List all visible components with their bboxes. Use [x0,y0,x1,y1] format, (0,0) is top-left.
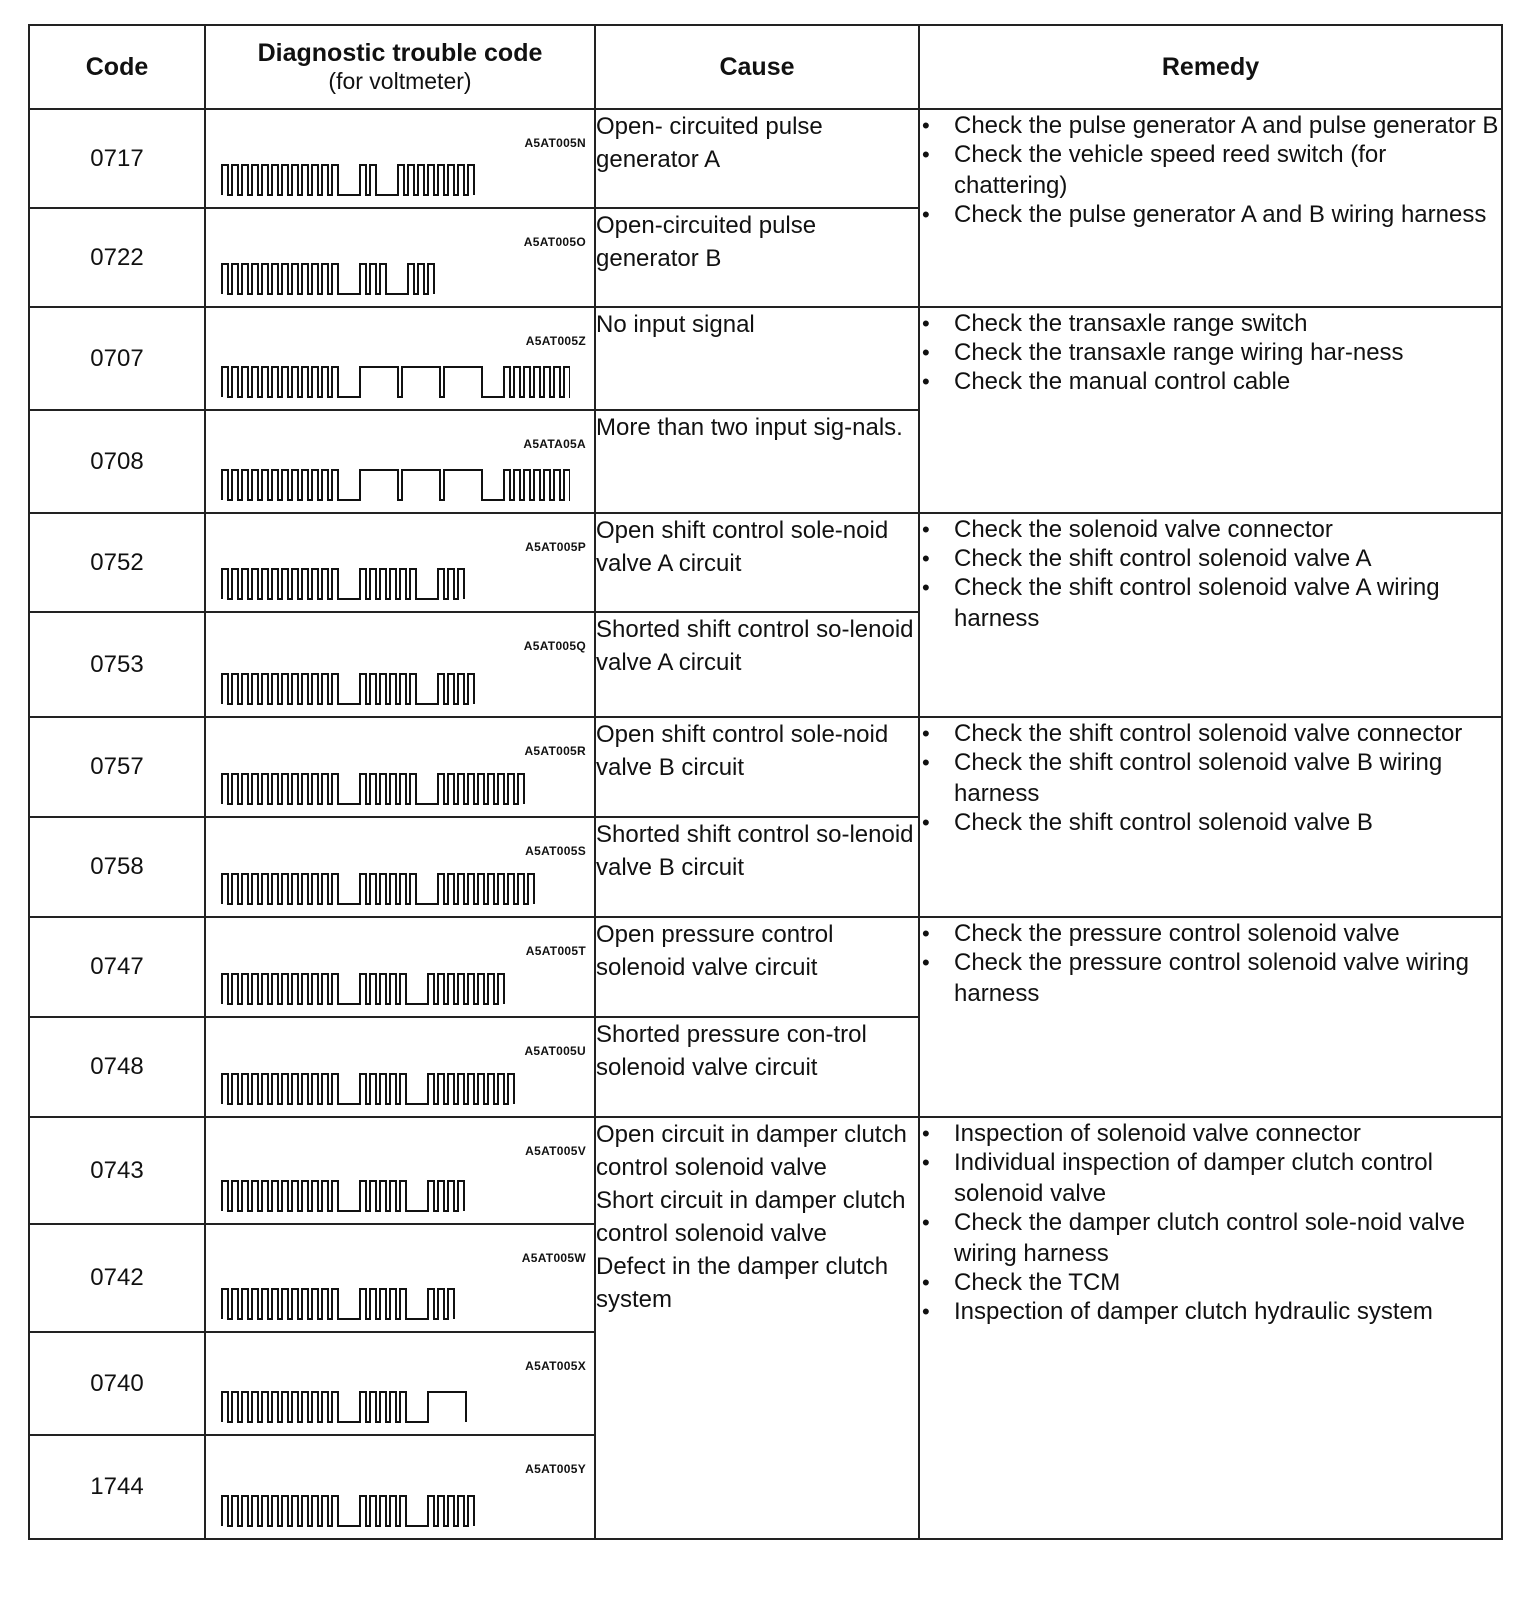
header-dtc-sub: (for voltmeter) [328,68,472,94]
waveform-cell [205,817,595,917]
code-cell: 0743 [29,1117,205,1224]
waveform-figure [220,968,570,1008]
remedy-item: • Check the manual control cable [920,366,1501,397]
cause-cell [595,109,919,208]
pulse-train [222,367,570,397]
waveform-cell [205,612,595,717]
table-row [29,513,1502,612]
cause-text: Defect in the damper clutch system [596,1253,889,1313]
table-row [29,717,1502,817]
code-cell: 0752 [29,513,205,612]
remedy-cell [919,307,1502,513]
waveform-figure [220,159,570,199]
pulse-train [222,1181,464,1211]
waveform-figure [220,768,590,808]
waveform-figure [220,1175,570,1215]
code-cell: 0707 [29,307,205,410]
waveform-figure [220,868,592,908]
header-remedy: Remedy [919,25,1502,109]
remedy-item: • Check the pulse generator A and B wiring harness [920,199,1501,230]
cause-cell [595,208,919,307]
figure-id: A5AT005V [525,1144,586,1158]
remedy-item: • Individual inspection of damper clutch control solenoid valve [920,1147,1501,1209]
remedy-item: • Check the shift control solenoid valve connector [920,718,1501,749]
cause-text: Open shift control sole-noid valve B circuit [596,721,889,781]
figure-id: A5AT005N [524,136,586,150]
remedy-item: • Check the shift control solenoid valve B wiring harness [920,747,1501,809]
remedy-item: • Inspection of damper clutch hydraulic system [920,1296,1501,1327]
figure-id: A5AT005P [525,540,586,554]
code-cell: 0717 [29,109,205,208]
remedy-item: • Check the shift control solenoid valve A wiring harness [920,572,1501,634]
code-cell: 0758 [29,817,205,917]
waveform-figure [220,464,570,504]
pulse-train [222,264,434,294]
waveform-cell [205,717,595,817]
pulse-train [222,774,524,804]
cause-text: Open pressure control solenoid valve circuit [596,921,834,981]
remedy-item: • Check the TCM [920,1267,1501,1298]
waveform-figure [220,668,570,708]
pulse-train [222,974,504,1004]
code-cell: 0742 [29,1224,205,1332]
figure-id: A5AT005R [524,744,586,758]
figure-id: A5AT005Z [525,334,586,348]
cause-cell [595,817,919,917]
remedy-item: • Check the shift control solenoid valve B [920,807,1501,838]
cause-cell [595,307,919,410]
table-row [29,917,1502,1017]
remedy-item: • Check the pressure control solenoid valve wiring harness [920,947,1501,1009]
diagnostic-trouble-code-table [28,24,1503,1540]
cause-text: Open- circuited pulse generator A [596,113,823,173]
remedy-item: • Check the vehicle speed reed switch (for chattering) [920,139,1501,201]
figure-id: A5AT005X [525,1359,586,1373]
header-row [29,25,1502,109]
remedy-item: • Check the shift control solenoid valve A [920,543,1501,574]
pulse-train [222,569,464,599]
pulse-train [222,1289,454,1319]
header-dtc [205,25,595,109]
waveform-cell [205,410,595,513]
cause-cell [595,513,919,612]
table-row [29,109,1502,208]
figure-id: A5AT005Q [523,639,586,653]
remedy-cell [919,109,1502,307]
pulse-train [222,874,534,904]
remedy-item: • Check the pressure control solenoid valve [920,918,1501,949]
waveform-figure [220,1068,582,1108]
remedy-cell [919,513,1502,717]
remedy-cell [919,1117,1502,1539]
waveform-cell [205,208,595,307]
waveform-figure [220,361,570,401]
figure-id: A5AT005Y [525,1462,586,1476]
remedy-item: • Check the damper clutch control sole-noid valve wiring harness [920,1207,1501,1269]
code-cell: 0708 [29,410,205,513]
figure-id: A5AT005O [523,235,586,249]
waveform-cell [205,513,595,612]
code-cell: 0747 [29,917,205,1017]
cause-cell [595,612,919,717]
figure-id: A5AT005S [525,844,586,858]
waveform-cell [205,917,595,1017]
cause-cell [595,1117,919,1539]
cause-cell [595,717,919,817]
waveform-cell [205,1117,595,1224]
cause-text: Open circuit in damper clutch control solenoid valve [596,1121,907,1181]
remedy-item: • Inspection of solenoid valve connector [920,1118,1501,1149]
table-row [29,1117,1502,1224]
remedy-item: • Check the solenoid valve connector [920,514,1501,545]
cause-text: More than two input sig-nals. [596,414,903,441]
remedy-item: • Check the pulse generator A and pulse generator B [920,110,1501,141]
remedy-item: • Check the transaxle range wiring har-ness [920,337,1501,368]
waveform-figure [220,1386,570,1426]
waveform-figure [220,1490,570,1530]
cause-text: Open-circuited pulse generator B [596,212,817,272]
pulse-train [222,1392,466,1422]
pulse-train [222,1496,474,1526]
waveform-cell [205,1017,595,1117]
pulse-train [222,470,570,500]
pulse-train [222,1074,514,1104]
waveform-cell [205,109,595,208]
cause-text: Shorted shift control so-lenoid valve A circuit [596,616,914,676]
code-cell: 0740 [29,1332,205,1435]
code-cell: 0748 [29,1017,205,1117]
cause-text: No input signal [596,311,755,338]
cause-text: Open shift control sole-noid valve A circuit [596,517,889,577]
header-code: Code [29,25,205,109]
cause-cell [595,410,919,513]
waveform-cell [205,1435,595,1539]
figure-id: A5AT005W [521,1251,586,1265]
code-cell: 0753 [29,612,205,717]
header-cause: Cause [595,25,919,109]
figure-id: A5ATA05A [523,437,586,451]
cause-text: Shorted pressure con-trol solenoid valve circuit [596,1021,867,1081]
code-cell: 1744 [29,1435,205,1539]
cause-cell [595,917,919,1017]
cause-text: Shorted shift control so-lenoid valve B circuit [596,821,914,881]
figure-id: A5AT005U [524,1044,586,1058]
cause-cell [595,1017,919,1117]
header-dtc-title: Diagnostic trouble code [257,39,543,67]
remedy-cell [919,917,1502,1117]
figure-id: A5AT005T [525,944,586,958]
cause-text: Short circuit in damper clutch control solenoid valve [596,1187,906,1247]
code-cell: 0722 [29,208,205,307]
remedy-item: • Check the transaxle range switch [920,308,1501,339]
waveform-cell [205,1224,595,1332]
remedy-cell [919,717,1502,917]
waveform-cell [205,1332,595,1435]
waveform-figure [220,258,570,298]
table-row [29,307,1502,410]
waveform-figure [220,1283,570,1323]
pulse-train [222,165,474,195]
waveform-figure [220,563,570,603]
pulse-train [222,674,474,704]
code-cell: 0757 [29,717,205,817]
waveform-cell [205,307,595,410]
